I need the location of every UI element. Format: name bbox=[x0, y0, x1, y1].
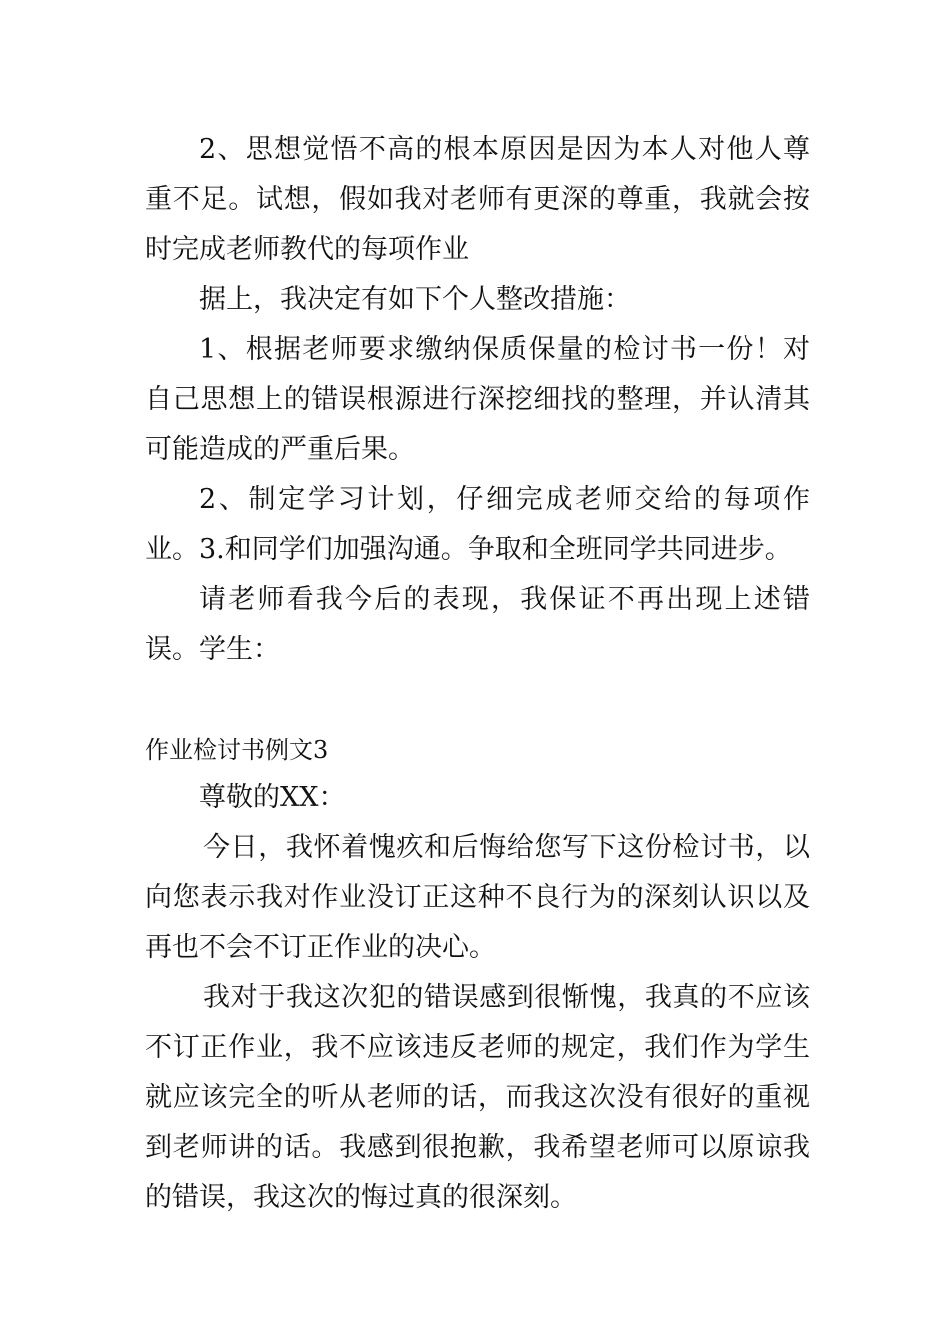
paragraph-signature: 学生： bbox=[199, 634, 280, 665]
paragraph-measure-1: 1、根据老师要求缴纳保质保量的检讨书一份！对自己思想上的错误根源进行深挖细找的整理，并认清其可能造成的严重后果。 bbox=[145, 334, 810, 465]
paragraph-promise: 请老师看我今后的表现，我保证不再出现上述错误。 bbox=[145, 584, 810, 665]
paragraph-measure-3: 3.和同学们加强沟通。争取和全班同学共同进步。 bbox=[199, 534, 792, 565]
paragraph-measure-2: 2、制定学习计划，仔细完成老师交给的每项作业。 bbox=[145, 484, 810, 565]
section-title: 作业检讨书例文3 bbox=[145, 736, 329, 764]
paragraph-measures-intro: 据上，我决定有如下个人整改措施： bbox=[199, 284, 631, 315]
paragraph-apology: 我对于我这次犯的错误感到很惭愧，我真的不应该不订正作业，我不应该违反老师的规定，我们作为学生就应该完全的听从老师的话，而我这次没有很好的重视到老师讲的话。我感到很抱歉，我希望老师可以原谅我的错误，我这次的悔过真的很深刻。 bbox=[145, 982, 810, 1213]
paragraph-intro: 今日，我怀着愧疚和后悔给您写下这份检讨书，以向您表示我对作业没订正这种不良行为的深刻认识以及再也不会不订正作业的决心。 bbox=[145, 832, 810, 963]
paragraph-salutation: 尊敬的XX： bbox=[199, 782, 346, 813]
paragraph-reason-2: 2、思想觉悟不高的根本原因是因为本人对他人尊重不足。试想，假如我对老师有更深的尊重，我就会按时完成老师教代的每项作业 bbox=[145, 134, 810, 265]
